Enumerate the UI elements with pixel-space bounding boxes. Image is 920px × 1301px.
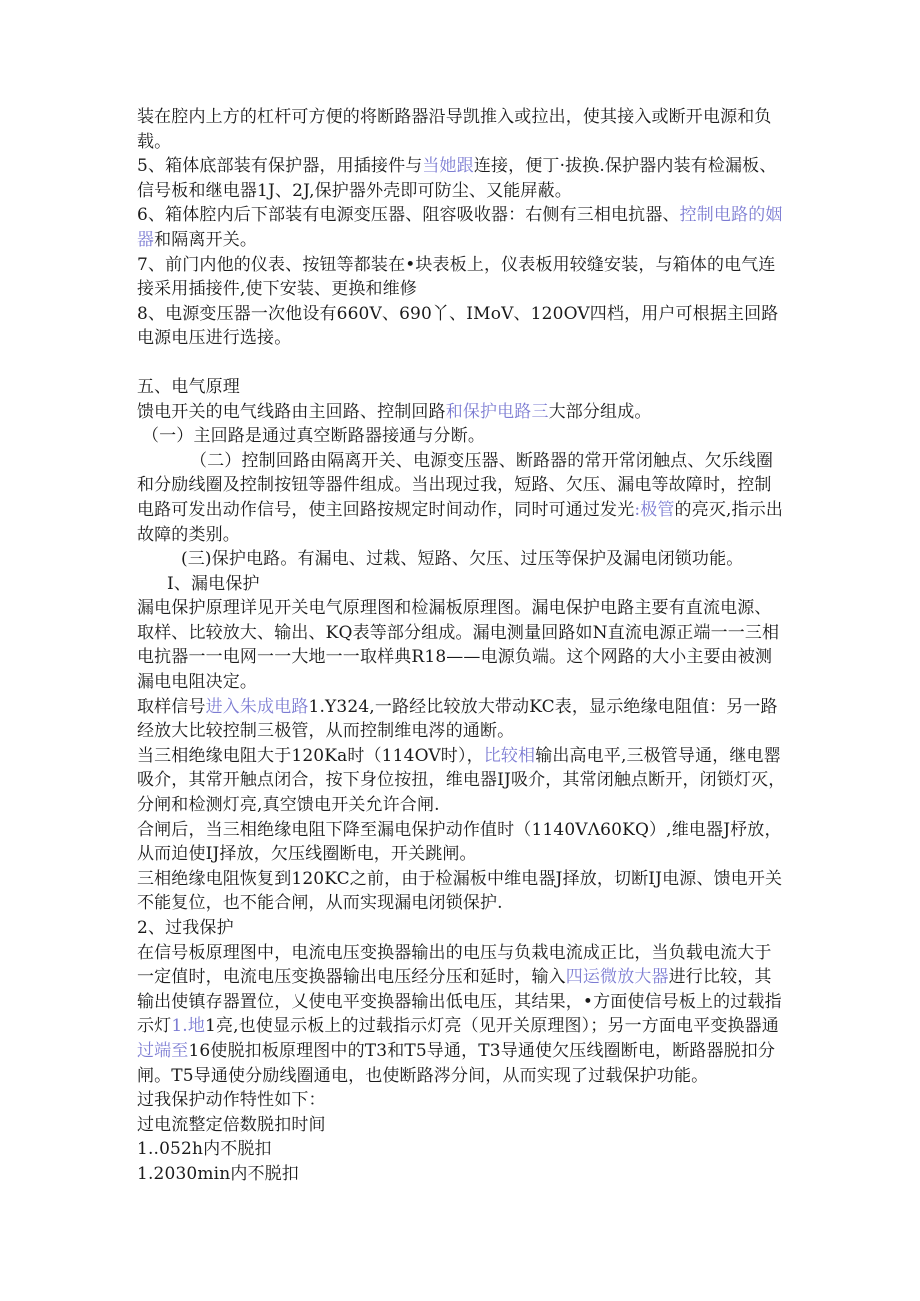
paragraph-circuit-overview: 馈电开关的电气线路由主回路、控制回路和保护电路三大部分组成。	[137, 401, 652, 422]
paragraph-item-5: 5、箱体底部装有保护器，用插接件与当她跟连接，便丁·拔换.保护器内装有检漏板、信号板和继电器1J、2J,保护器外壳即可防尘、又能屏蔽。	[137, 156, 777, 201]
subheading-overload-protection: 2、过我保护	[137, 918, 234, 938]
hyperlink[interactable]: 1.地	[171, 1016, 205, 1037]
hyperlink[interactable]: 四运微放大器	[565, 967, 669, 988]
paragraph-overload-characteristics: 过我保护动作特性如下：	[137, 1090, 326, 1111]
paragraph-item-6: 6、箱体腔内后下部装有电源变压器、阻容吸收器：右侧有三相电抗器、控制电路的姻器和隔离开关。	[137, 205, 783, 250]
paragraph-protection-circuit: (三)保护电路。有漏电、过栽、短路、欠压、过压等保护及漏电闭锁功能。	[181, 549, 744, 570]
table-header-line: 过电流整定倍数脱扣时间	[137, 1114, 326, 1135]
hyperlink[interactable]: 和保护电路三	[445, 401, 549, 422]
subheading-leakage-protection: I、漏电保护	[167, 573, 260, 594]
characteristic-row: 1..052h内不脱扣	[137, 1139, 272, 1160]
paragraph-insulation-high: 当三相绝缘电阻大于120Ka时（114OV时），比较相输出高电平,三极管导通，继电罂吸介，其常开触点闭合，按下身位按扭，维电器IJ吸介，其常闭触点断开，闭锁灯灭，分闸和检测灯亮,真空馈电开关允许合闸.	[137, 745, 786, 816]
characteristic-row: 1.2030min内不脱扣	[137, 1163, 299, 1184]
paragraph-overload-principle: 在信号板原理图中，电流电压变换器输出的电压与负栽电流成正比，当负载电流大于一定值时，电流电压变换器输出电压经分压和延时，输入四运微放大器进行比较，其输出使镇存器置位，乂使电平变换器输出低电压，其结果，•方面使信号板上的过载指示灯1.地1亮,也使显示板上的过载指示灯亮（见开关原理图）；另一方面电平变换器通过端至16使脱扣板原理图中的T3和T5导通，T3导通使欠压线圈断电，断路器脱扣分闸。T5导通使分励线圈通电，也使断路涔分间，从而实现了过载保护功能。	[137, 942, 782, 1086]
hyperlink[interactable]: 控制电路的姻器	[137, 205, 783, 250]
paragraph-item-7: 7、前门内他的仪表、按钮等都装在•块表板上，仪表板用较缝安装，与箱体的电气连接采用插接件,使下安装、更换和维修	[137, 254, 776, 300]
paragraph-cabinet-lever: 装在腔内上方的杠杆可方便的将断路器沿导凯推入或拉出，使其接入或断开电源和负载。	[137, 107, 772, 152]
document-body	[137, 105, 787, 1187]
blank-line	[137, 351, 787, 375]
paragraph-after-closing: 合闸后，当三相绝缘电阻下降至漏电保护动作值时（1140VΛ60KQ）,维电器J杼放，从而迫使IJ择放，欠压线圈断电，开关跳闸。	[137, 819, 782, 865]
paragraph-control-circuit: （二）控制回路由隔离开关、电源变压器、断路器的常开常闭触点、欠乐线圈和分励线圈及控制按钮等器件组成。当出现过我，短路、欠压、漏电等故障时，控制电路可发出动作信号，使主回路按规定时间动作，同时可通过发光:极管的亮灭,指示出故障的类别。	[137, 450, 784, 545]
hyperlink[interactable]: 比较相	[483, 745, 536, 766]
paragraph-main-circuit: （一）主回路是通过真空断路器接通与分断。	[142, 426, 485, 447]
paragraph-insulation-recovery: 三相绝缘电阻恢复到120KC之前，由于检漏板中维电器J择放，切断IJ电源、馈电开关不能复位，也不能合闸，从而实现漏电闭锁保护.	[137, 868, 783, 914]
hyperlink[interactable]: 过端至	[137, 1040, 189, 1061]
section-heading-electrical-principle: 五、电气原理	[137, 376, 240, 397]
paragraph-item-8: 8、电源变压器一次他设有660V、690丫、IMoV、120OV四档，用户可根据主回路电源电压进行选接。	[137, 303, 779, 349]
hyperlink[interactable]: :极管	[634, 499, 675, 520]
paragraph-sampling-signal: 取样信号进入朱成电路1.Y324,一路经比较放大带动KC表，显示绝缘电阻值：另一路经放大比较控制三极管，从而控制维电涔的通断。	[137, 696, 778, 742]
hyperlink[interactable]: 当她跟	[422, 156, 474, 177]
paragraph-leakage-principle: 漏电保护原理详见开关电气原理图和检漏板原理图。漏电保护电路主要有直流电源、取样、比较放大、输出、KQ表等部分组成。漏电测量回路如N直流电源正端一一三相电抗器一一电网一一大地一一取样典R18——电源负端。这个网路的大小主要由被测漏电电阻决定。	[137, 598, 780, 693]
hyperlink[interactable]: 进入朱成电路	[205, 696, 309, 717]
